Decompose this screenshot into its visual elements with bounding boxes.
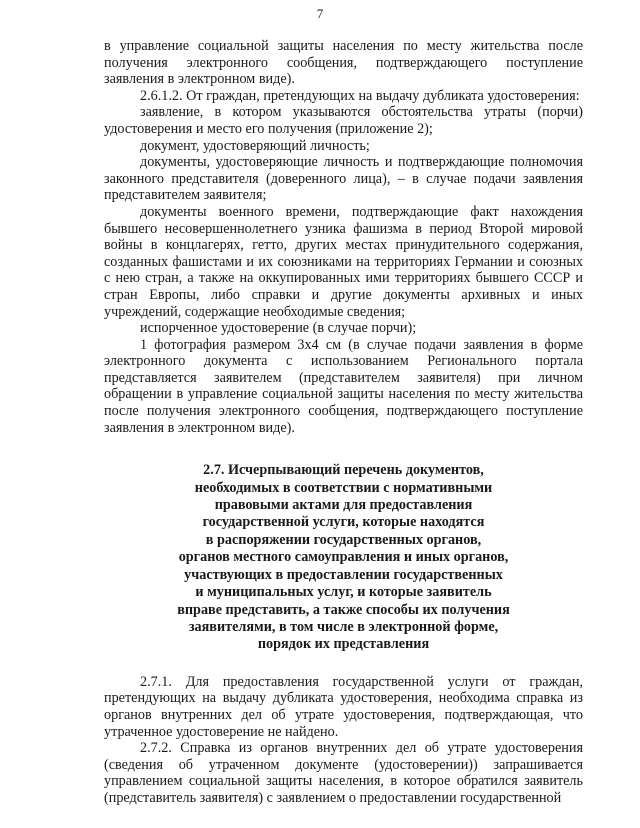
section-heading [174,462,514,653]
heading-line: государственной услуги, которые находятся [202,514,485,531]
paragraph: документы военного времени, подтверждающие факт нахождения бывшего несовершеннолетнего узника фашизма в период Второй мировой войны в концлагерях, гетто, других местах принудительного содержания, созданных фашистами и их союзниками на территориях Германии и союзных с нею стран, а также на оккупированных ими территориях бывшего СССР и стран Европы, либо справки и другие документы архивных и иных учреждений, содержащие необходимые сведения; [104,203,583,320]
heading-line: в распоряжении государственных органов, [205,531,482,548]
heading-line: органов местного самоуправления и иных органов, [178,549,509,566]
paragraph: 1 фотография размером 3x4 см (в случае подачи заявления в форме электронного документа с использованием Регионального портала представляется заявителем (представителем заявителя) при личном обращении в управление социальной защиты населения по месту жительства после получения электронного сообщения, подтверждающего поступление заявления в электронном виде). [104,336,583,436]
heading-line: заявителями, в том числе в электронной форме, [188,618,499,635]
paragraph: заявление, в котором указываются обстоятельства утраты (порчи) удостоверения и место его получения (приложение 2); [104,104,583,137]
heading-line: 2.7. Исчерпывающий перечень документов, [203,462,484,479]
paragraph: испорченное удостоверение (в случае порчи); [140,320,417,337]
heading-line: и муниципальных услуг, и которые заявитель [195,584,492,601]
heading-line: правовыми актами для предоставления [214,497,473,514]
heading-line: необходимых в соответствии с нормативными [194,479,493,496]
paragraph: 2.7.2. Справка из органов внутренних дел об утрате удостоверения (сведения об утраченном документе (удостоверении)) запрашивается управлением социальной защиты населения, в которое обратился заявитель (представитель заявителя) с заявлением о предоставлении государственной [104,740,583,806]
paragraph: документ, удостоверяющий личность; [140,137,370,154]
document-body [104,38,583,806]
paragraph: 2.7.1. Для предоставления государственной услуги от граждан, претендующих на выдачу дубликата удостоверения, необходима справка из органов внутренних дел об утрате удостоверения, подтверждающая, что утраченное удостоверение не найдено. [104,673,583,740]
paragraph: 2.6.1.2. От граждан, претендующих на выдачу дубликата удостоверения: [140,87,580,104]
heading-line: участвующих в предоставлении государственных [184,566,503,583]
paragraph: в управление социальной защиты населения по месту жительства после получения электронного сообщения, подтверждающего поступление заявления в электронном виде). [104,38,583,88]
heading-line: порядок их представления [257,636,430,653]
heading-line: вправе представить, а также способы их получения [177,601,510,618]
page-number: 7 [316,6,324,21]
paragraph: документы, удостоверяющие личность и подтверждающие полномочия законного представителя (доверенного лица), – в случае подачи заявления представителем заявителя; [104,154,583,204]
